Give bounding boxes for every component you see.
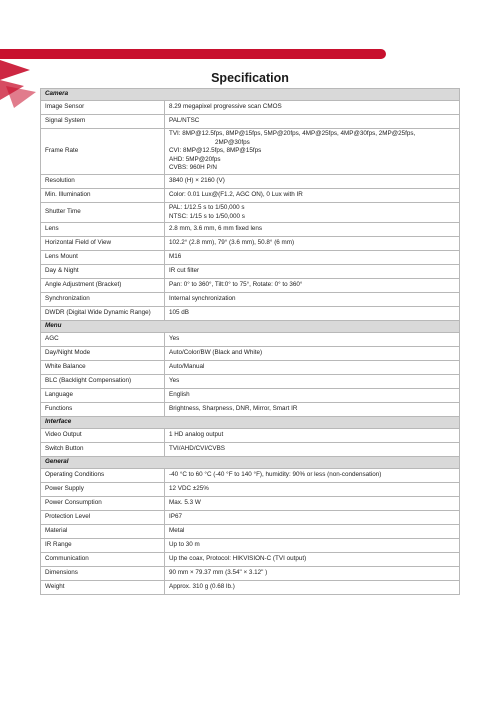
spec-value-line: 1 HD analog output bbox=[169, 431, 224, 439]
section-header-menu bbox=[41, 321, 460, 333]
spec-value bbox=[165, 525, 460, 539]
spec-label: Power Consumption bbox=[41, 497, 165, 511]
spec-value bbox=[165, 202, 460, 222]
spec-value bbox=[165, 389, 460, 403]
spec-value-line: Auto/Manual bbox=[169, 363, 205, 371]
spec-label: Communication bbox=[41, 553, 165, 567]
spec-value bbox=[165, 279, 460, 293]
table-row bbox=[41, 539, 460, 553]
spec-value-line: Up the coax, Protocol: HIKVISION-C (TVI output) bbox=[169, 555, 307, 563]
table-row bbox=[41, 567, 460, 581]
table-row bbox=[41, 101, 460, 115]
spec-label: Image Sensor bbox=[41, 101, 165, 115]
table-row bbox=[41, 188, 460, 202]
spec-label: Resolution bbox=[41, 174, 165, 188]
spec-label: Horizontal Field of View bbox=[41, 237, 165, 251]
table-row bbox=[41, 237, 460, 251]
table-row bbox=[41, 129, 460, 175]
spec-label: Dimensions bbox=[41, 567, 165, 581]
spec-value bbox=[165, 174, 460, 188]
spec-value bbox=[165, 223, 460, 237]
spec-label: Functions bbox=[41, 403, 165, 417]
spec-value-line: Color: 0.01 Lux@(F1.2, AGC ON), 0 Lux with IR bbox=[169, 191, 303, 199]
spec-value-line: 2MP@30fps bbox=[215, 138, 250, 146]
spec-value-line: CVI: 8MP@12.5fps, 8MP@15fps bbox=[169, 147, 262, 155]
spec-value bbox=[165, 293, 460, 307]
spec-label: Angle Adjustment (Bracket) bbox=[41, 279, 165, 293]
spec-value bbox=[165, 469, 460, 483]
spec-value bbox=[165, 129, 460, 175]
spec-value bbox=[165, 581, 460, 595]
table-row bbox=[41, 333, 460, 347]
spec-value-line: PAL: 1/12.5 s to 1/50,000 s bbox=[169, 203, 245, 211]
spec-label: AGC bbox=[41, 333, 165, 347]
spec-value-line: 8.29 megapixel progressive scan CMOS bbox=[169, 103, 282, 111]
spec-value-line: 90 mm × 79.37 mm (3.54" × 3.12" ) bbox=[169, 569, 268, 577]
specification-table bbox=[40, 88, 460, 595]
table-row bbox=[41, 469, 460, 483]
spec-label: Switch Button bbox=[41, 443, 165, 457]
spec-value-line: Max. 5.3 W bbox=[169, 499, 201, 507]
spec-value bbox=[165, 188, 460, 202]
spec-label: Operating Conditions bbox=[41, 469, 165, 483]
spec-value-line: Approx. 310 g (0.68 lb.) bbox=[169, 583, 235, 591]
table-row bbox=[41, 202, 460, 222]
page-title: Specification bbox=[211, 71, 289, 85]
table-row bbox=[41, 265, 460, 279]
table-row bbox=[41, 347, 460, 361]
table-row bbox=[41, 293, 460, 307]
table-row bbox=[41, 581, 460, 595]
spec-value bbox=[165, 567, 460, 581]
spec-label: Frame Rate bbox=[41, 129, 165, 175]
spec-value-line: TVI: 8MP@12.5fps, 8MP@15fps, 5MP@20fps, 4MP@25fps, 4MP@30fps, 2MP@25fps, bbox=[169, 130, 416, 137]
spec-value-line: Up to 30 m bbox=[169, 541, 200, 549]
spec-value-line: Metal bbox=[169, 527, 185, 535]
spec-value-line: 102.2° (2.8 mm), 79° (3.6 mm), 50.8° (6 mm) bbox=[169, 239, 295, 247]
spec-value bbox=[165, 237, 460, 251]
spec-value-line: Yes bbox=[169, 377, 180, 385]
spec-value-line: 105 dB bbox=[169, 309, 189, 317]
table-row bbox=[41, 251, 460, 265]
spec-label: Lens bbox=[41, 223, 165, 237]
spec-label: Video Output bbox=[41, 429, 165, 443]
spec-label: DWDR (Digital Wide Dynamic Range) bbox=[41, 307, 165, 321]
spec-value bbox=[165, 347, 460, 361]
spec-value-line: PAL/NTSC bbox=[169, 117, 200, 125]
table-row bbox=[41, 443, 460, 457]
spec-value-line: IP67 bbox=[169, 513, 182, 521]
table-row bbox=[41, 553, 460, 567]
spec-value-line: 3840 (H) × 2160 (V) bbox=[169, 177, 225, 185]
spec-label: Shutter Time bbox=[41, 202, 165, 222]
spec-value-line: Pan: 0° to 360°, Tilt:0° to 75°, Rotate: 0° to 360° bbox=[169, 281, 303, 289]
spec-value bbox=[165, 307, 460, 321]
table-row bbox=[41, 174, 460, 188]
spec-value-line: CVBS: 960H P/N bbox=[169, 164, 217, 172]
spec-label: Min. Illumination bbox=[41, 188, 165, 202]
spec-value bbox=[165, 539, 460, 553]
spec-value-line: M16 bbox=[169, 253, 182, 261]
spec-value-line: 2.8 mm, 3.6 mm, 6 mm fixed lens bbox=[169, 225, 263, 233]
spec-value bbox=[165, 115, 460, 129]
spec-value-line: NTSC: 1/15 s to 1/50,000 s bbox=[169, 212, 245, 220]
table-row bbox=[41, 115, 460, 129]
spec-value bbox=[165, 265, 460, 279]
spec-label: Lens Mount bbox=[41, 251, 165, 265]
header-red-bar bbox=[0, 49, 386, 59]
section-title: Camera bbox=[41, 89, 460, 101]
table-row bbox=[41, 429, 460, 443]
table-row bbox=[41, 497, 460, 511]
spec-label: Day & Night bbox=[41, 265, 165, 279]
spec-value bbox=[165, 497, 460, 511]
spec-value bbox=[165, 375, 460, 389]
spec-label: Signal System bbox=[41, 115, 165, 129]
section-title: Interface bbox=[41, 417, 460, 429]
spec-value-line: Brightness, Sharpness, DNR, Mirror, Smart IR bbox=[169, 405, 298, 413]
spec-label: Day/Night Mode bbox=[41, 347, 165, 361]
spec-value-line: Internal synchronization bbox=[169, 295, 236, 303]
spec-value-line: 12 VDC ±25% bbox=[169, 485, 209, 493]
spec-value bbox=[165, 251, 460, 265]
table-row bbox=[41, 223, 460, 237]
spec-value bbox=[165, 333, 460, 347]
table-row bbox=[41, 511, 460, 525]
table-row bbox=[41, 361, 460, 375]
table-row bbox=[41, 279, 460, 293]
spec-label: Power Supply bbox=[41, 483, 165, 497]
spec-value bbox=[165, 403, 460, 417]
section-title: Menu bbox=[41, 321, 460, 333]
spec-value-line: English bbox=[169, 391, 190, 399]
section-header-camera bbox=[41, 89, 460, 101]
spec-value bbox=[165, 361, 460, 375]
spec-value-line: -40 °C to 60 °C (-40 °F to 140 °F), humidity: 90% or less (non-condensation) bbox=[169, 471, 382, 479]
spec-label: Protection Level bbox=[41, 511, 165, 525]
spec-value bbox=[165, 553, 460, 567]
spec-label: IR Range bbox=[41, 539, 165, 553]
table-row bbox=[41, 403, 460, 417]
table-row bbox=[41, 389, 460, 403]
section-header-general bbox=[41, 457, 460, 469]
spec-value bbox=[165, 443, 460, 457]
spec-label: Material bbox=[41, 525, 165, 539]
spec-label: White Balance bbox=[41, 361, 165, 375]
spec-label: Weight bbox=[41, 581, 165, 595]
section-title: General bbox=[41, 457, 460, 469]
spec-value bbox=[165, 101, 460, 115]
spec-value-line: TVI/AHD/CVI/CVBS bbox=[169, 445, 225, 453]
spec-label: Synchronization bbox=[41, 293, 165, 307]
spec-value bbox=[165, 429, 460, 443]
table-row bbox=[41, 525, 460, 539]
spec-value-line: Auto/Color/BW (Black and White) bbox=[169, 349, 263, 357]
table-row bbox=[41, 483, 460, 497]
spec-label: Language bbox=[41, 389, 165, 403]
spec-value bbox=[165, 511, 460, 525]
table-row bbox=[41, 307, 460, 321]
section-header-interface bbox=[41, 417, 460, 429]
spec-value-line: IR cut filter bbox=[169, 267, 200, 275]
spec-value-line: Yes bbox=[169, 335, 180, 343]
spec-label: BLC (Backlight Compensation) bbox=[41, 375, 165, 389]
table-row bbox=[41, 375, 460, 389]
spec-value bbox=[165, 483, 460, 497]
spec-value-line: AHD: 5MP@20fps bbox=[169, 155, 221, 163]
